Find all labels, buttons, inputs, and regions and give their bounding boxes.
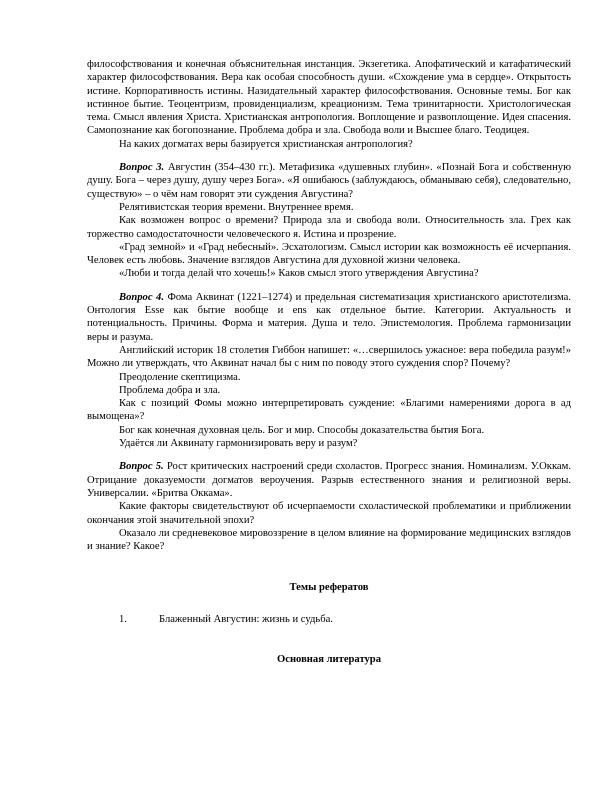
list-item-text: Блаженный Августин: жизнь и судьба.: [159, 613, 333, 625]
question-5-paragraph-3: Оказало ли средневековое мировоззрение в целом влияние на формирование медицинских взглядов и знание? Какое?: [87, 527, 571, 553]
question-3-paragraph-3: Как возможен вопрос о времени? Природа зла и свобода воли. Относительность зла. Грех как торжество самодостаточности человеческого я. Истина и прозрение.: [87, 215, 571, 240]
section-gap: [87, 450, 571, 460]
intro-question: На каких догматах веры базируется христианская антропология?: [119, 138, 413, 150]
question-3-body: Августин (354–430 гг.). Метафизика «душевных глубин». «Познай Бога и собственную душу. Бога – через душу, душу через Бога». «Я ошибаюсь (заблуждаюсь, обманываю себя), следовательно, существую» – о чём нам говорят эти суждения Августина?: [87, 162, 571, 200]
section-gap: [87, 553, 571, 581]
question-3-paragraph: [87, 161, 571, 201]
question-5-paragraph-2: Какие факторы свидетельствуют об исчерпаемости схоластической проблематики и приближении окончания этой значительной эпохи?: [87, 501, 571, 526]
intro-paragraph: философствования и конечная объяснительная инстанция. Экзегетика. Апофатический и катафатический характер философствования. Вера как особая способность души. «Схождение ума в сердце». Открытость истине. Корпоративность истины. Назидательный характер философствования. Основные темы. Бог как истинное бытие. Теоцентризм, провиденциализм, креационизм. Тема тринитарности. Христологическая тема. Смысл явления Христа. Христианская антропология. Воплощение и развоплощение. Идея спасения. Самопознание как богопознание. Проблема добра и зла. Свобода воли и Высшее благо. Теодицея.: [87, 59, 571, 137]
question-4-paragraph: [87, 291, 571, 344]
question-4-body: Фома Аквинат (1221–1274) и предельная систематизация христианского аристотелизма. Онтология Esse как бытие вообще и ens как отдельное бытие. Категории. Актуальность и потенциальность. Причины. Форма и материя. Душа и тело. Эпистемология. Проблема гармонизации веры и разума.: [87, 291, 571, 343]
question-4-paragraph-2: Английский историк 18 столетия Гиббон напишет: «…свершилось ужасное: вера победила разум!» Можно ли утверждать, что Аквинат начал бы с ним по поводу этого суждения спор? Почему?: [87, 344, 571, 370]
list-item-number: 1.: [119, 613, 127, 625]
question-4-title: Вопрос 4.: [119, 291, 164, 303]
question-4-paragraph-4: Проблема добра и зла.: [119, 384, 221, 396]
question-3-paragraph-2: Релятивистская теория времени. Внутреннее время.: [119, 201, 354, 213]
literature-heading: Основная литература: [277, 653, 381, 665]
question-4-paragraph-6: Бог как конечная духовная цель. Бог и мир. Способы доказательства бытия Бога.: [119, 424, 485, 436]
question-4-paragraph-3: Преодоление скептицизма.: [119, 371, 241, 383]
question-4-paragraph-5: Как с позиций Фомы можно интерпретировать суждение: «Благими намерениями дорога в ад вымощена»?: [87, 398, 571, 423]
list-item: [87, 613, 571, 627]
topics-heading: Темы рефератов: [289, 582, 369, 594]
question-3-paragraph-4: «Град земной» и «Град небесный». Эсхатологизм. Смысл истории как возможность её исчерпания. Человек есть любовь. Значение взглядов Августина для духовной жизни человека.: [87, 241, 571, 267]
question-5-body: Рост критических настроений среди схоластов. Прогресс знания. Номинализм. У.Оккам. Отрицание доказуемости догматов вероучения. Разрыв естественного знания и религиозной веры. Универсалии. «Бритва Оккама».: [87, 461, 571, 499]
question-5-title: Вопрос 5.: [119, 461, 164, 473]
question-4-paragraph-7: Удаётся ли Аквинату гармонизировать веру и разум?: [119, 438, 358, 450]
section-gap: [87, 281, 571, 291]
section-gap: [87, 627, 571, 653]
question-3-paragraph-5: «Люби и тогда делай что хочешь!» Каков смысл этого утверждения Августина?: [119, 268, 479, 280]
section-gap: [87, 151, 571, 161]
question-5-paragraph: [87, 460, 571, 500]
document-body: [87, 58, 571, 666]
question-3-title: Вопрос 3.: [119, 162, 165, 174]
